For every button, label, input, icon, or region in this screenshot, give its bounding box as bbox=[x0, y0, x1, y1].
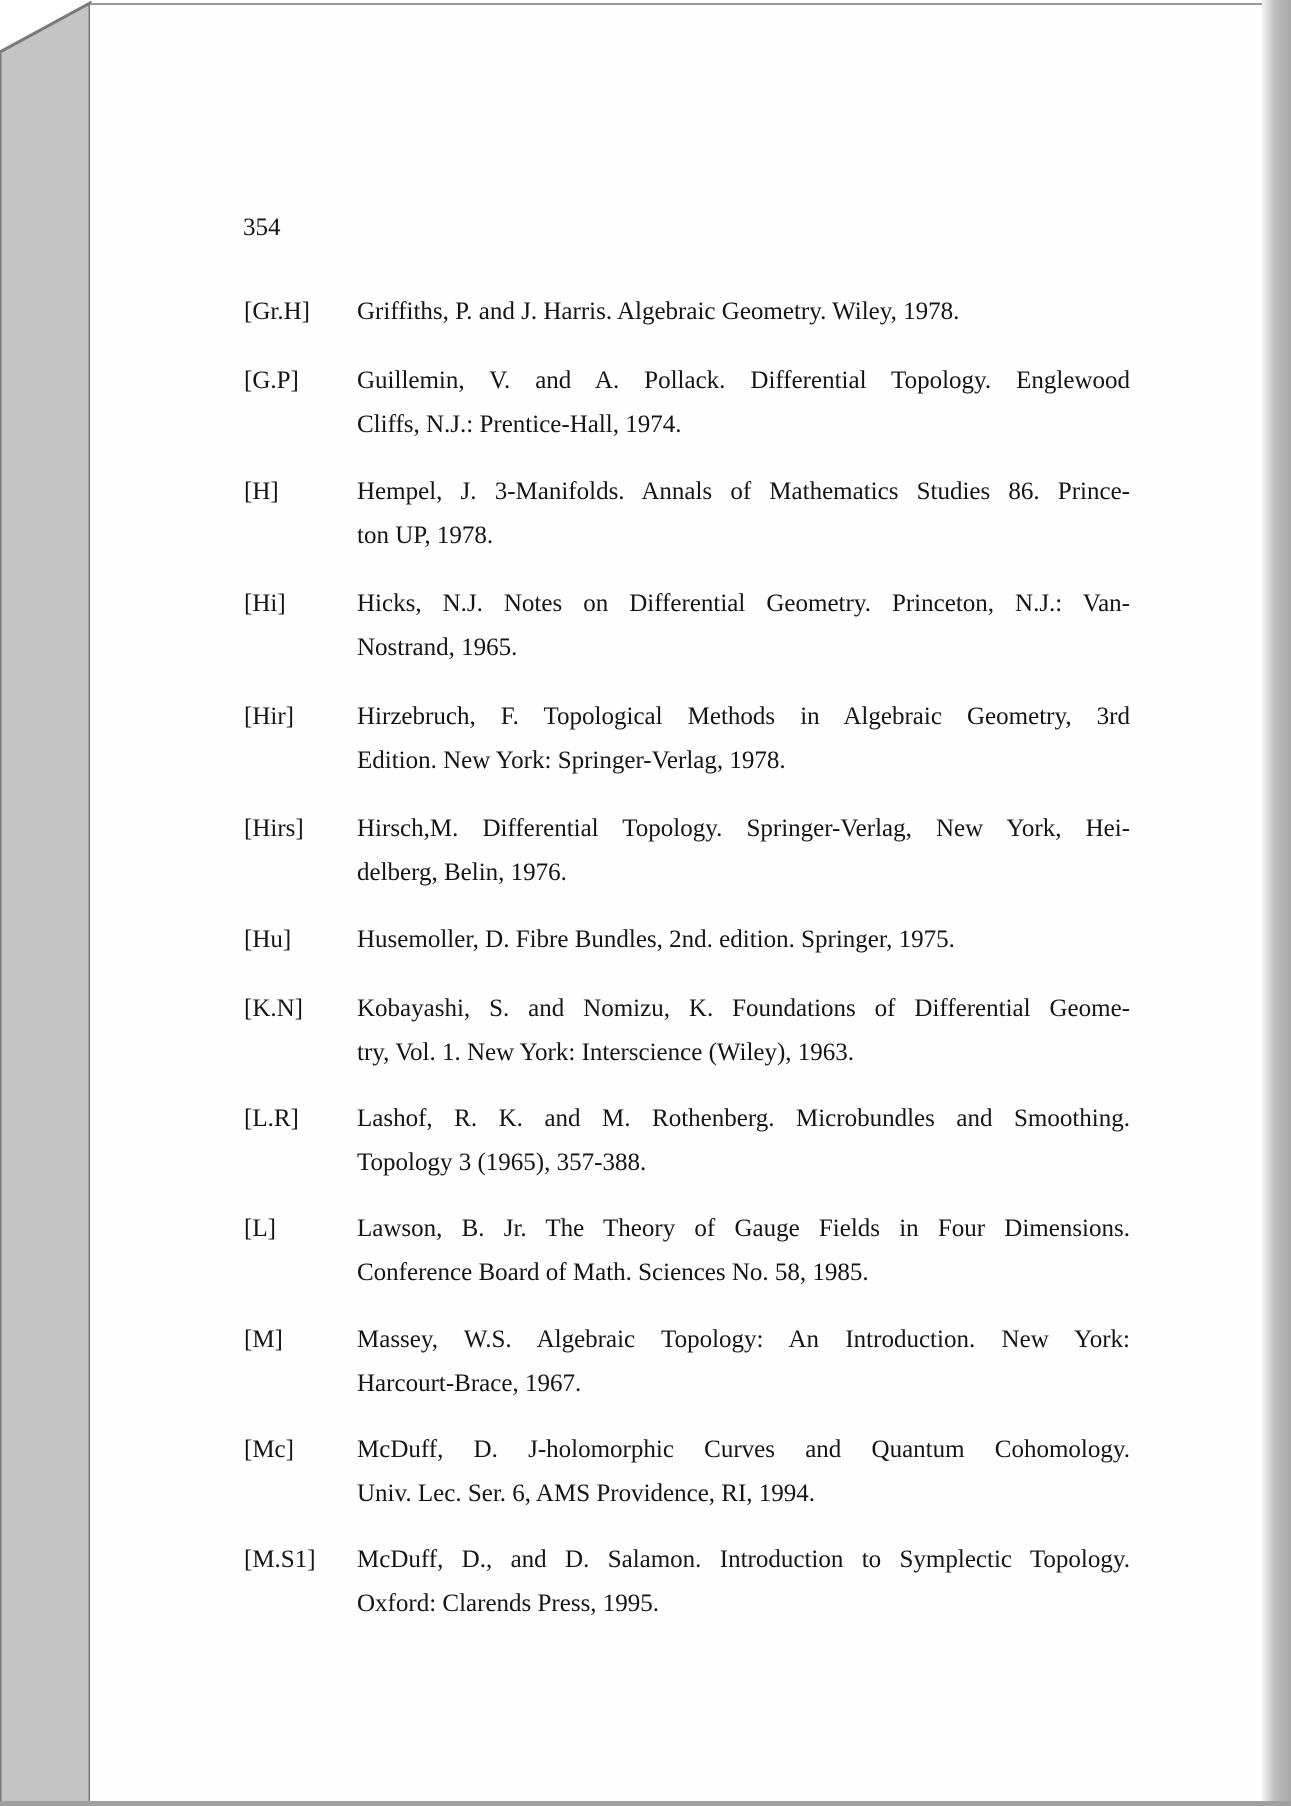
entry-key: [L] bbox=[244, 1215, 276, 1242]
entry-key: [L.R] bbox=[244, 1105, 299, 1132]
entry-text-line: Hirsch,M. Differential Topology. Springer-Verlag, New York, Hei- bbox=[357, 815, 1130, 842]
entry-key: [Mc] bbox=[244, 1436, 294, 1463]
entry-text-line: Cliffs, N.J.: Prentice-Hall, 1974. bbox=[357, 411, 682, 438]
entry-text-line: McDuff, D. J-holomorphic Curves and Quantum Cohomology. bbox=[357, 1436, 1130, 1463]
entry-text-line: Guillemin, V. and A. Pollack. Differential Topology. Englewood bbox=[357, 367, 1130, 394]
entry-key: [H] bbox=[244, 478, 279, 505]
entry-text-line: Husemoller, D. Fibre Bundles, 2nd. edition. Springer, 1975. bbox=[357, 926, 955, 953]
entry-key: [Hirs] bbox=[244, 815, 304, 842]
entry-text-line: Kobayashi, S. and Nomizu, K. Foundations of Differential Geome- bbox=[357, 995, 1130, 1022]
entry-text-line: ton UP, 1978. bbox=[357, 522, 494, 549]
book-page bbox=[90, 3, 1265, 1804]
entry-text-line: Massey, W.S. Algebraic Topology: An Introduction. New York: bbox=[357, 1326, 1130, 1353]
entry-text-line: Oxford: Clarends Press, 1995. bbox=[357, 1590, 660, 1617]
entry-text-line: Lashof, R. K. and M. Rothenberg. Microbundles and Smoothing. bbox=[357, 1105, 1130, 1132]
entry-text-line: Nostrand, 1965. bbox=[357, 634, 518, 661]
entry-text-line: Hicks, N.J. Notes on Differential Geometry. Princeton, N.J.: Van- bbox=[357, 590, 1130, 617]
entry-key: [Hir] bbox=[244, 703, 294, 730]
entry-text-line: Edition. New York: Springer-Verlag, 1978. bbox=[357, 747, 786, 774]
page-shadow bbox=[1262, 0, 1291, 1806]
page-bottom-edge bbox=[0, 1801, 1291, 1806]
entry-key: [Hi] bbox=[244, 590, 286, 617]
page-number: 354 bbox=[243, 214, 281, 241]
entry-key: [Hu] bbox=[244, 926, 292, 953]
entry-text-line: Univ. Lec. Ser. 6, AMS Providence, RI, 1994. bbox=[357, 1480, 816, 1507]
entry-text-line: Griffiths, P. and J. Harris. Algebraic Geometry. Wiley, 1978. bbox=[357, 298, 960, 325]
entry-text-line: Harcourt-Brace, 1967. bbox=[357, 1370, 582, 1397]
entry-text-line: try, Vol. 1. New York: Interscience (Wiley), 1963. bbox=[357, 1039, 855, 1066]
entry-key: [K.N] bbox=[244, 995, 304, 1022]
entry-text-line: Topology 3 (1965), 357-388. bbox=[357, 1149, 647, 1176]
entry-key: [M] bbox=[244, 1326, 283, 1353]
entry-text-line: McDuff, D., and D. Salamon. Introduction to Symplectic Topology. bbox=[357, 1546, 1130, 1573]
entry-key: [Gr.H] bbox=[244, 298, 310, 325]
entry-text-line: Conference Board of Math. Sciences No. 58, 1985. bbox=[357, 1259, 869, 1286]
entry-key: [M.S1] bbox=[244, 1546, 316, 1573]
entry-text-line: Hempel, J. 3-Manifolds. Annals of Mathematics Studies 86. Prince- bbox=[357, 478, 1130, 505]
entry-text-line: Lawson, B. Jr. The Theory of Gauge Fields in Four Dimensions. bbox=[357, 1215, 1130, 1242]
entry-text-line: Hirzebruch, F. Topological Methods in Algebraic Geometry, 3rd bbox=[357, 703, 1130, 730]
entry-key: [G.P] bbox=[244, 367, 299, 394]
entry-text-line: delberg, Belin, 1976. bbox=[357, 859, 567, 886]
